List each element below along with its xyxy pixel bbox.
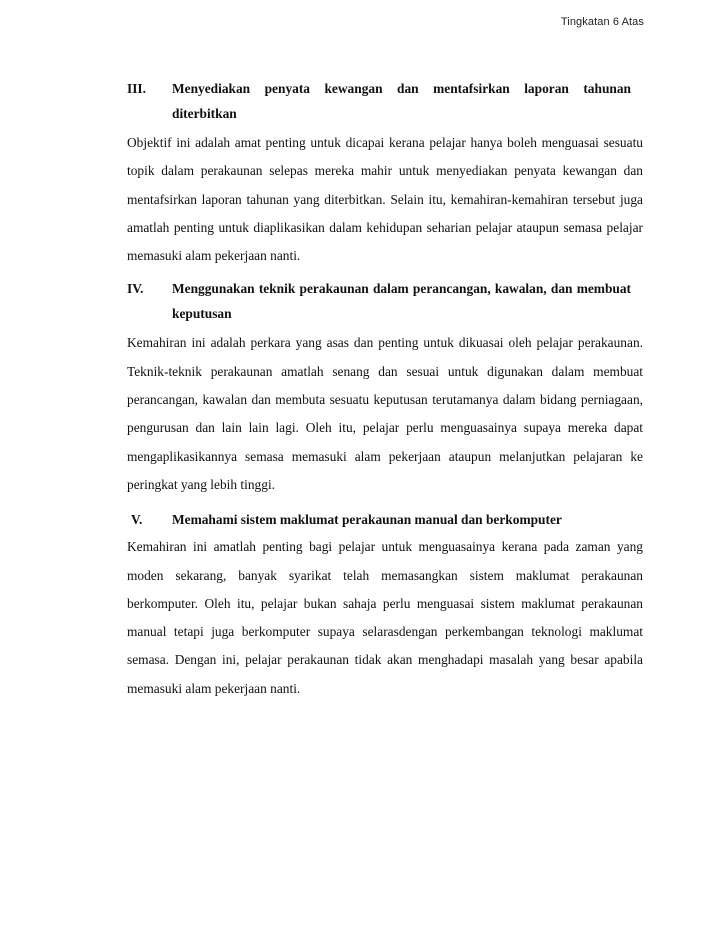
section-heading bbox=[127, 507, 643, 532]
section-iii bbox=[127, 76, 643, 270]
section-v bbox=[127, 507, 643, 703]
section-title: Menggunakan teknik perakaunan dalam perancangan, kawalan, dan membuat keputusan bbox=[172, 281, 631, 322]
section-number: IV. bbox=[127, 281, 144, 297]
section-body: Kemahiran ini amatlah penting bagi pelajar untuk menguasainya kerana pada zaman yang moden sekarang, banyak syarikat telah memasangkan sistem maklumat perakaunan berkomputer. Oleh itu, pelajar bukan sahaja perlu menguasai sistem maklumat perakaunan manual tetapi juga berkomputer supaya selarasdengan perkembangan teknologi maklumat semasa. Dengan ini, pelajar perakaunan tidak akan menghadapi masalah yang besar apabila memasuki alam pekerjaan nanti. bbox=[127, 539, 643, 696]
section-body: Objektif ini adalah amat penting untuk dicapai kerana pelajar hanya boleh menguasai sesuatu topik dalam perakaunan selepas mereka mahir untuk menyediakan penyata kewangan dan mentafsirkan laporan tahunan yang diterbitkan. Selain itu, kemahiran-kemahiran tersebut juga amatlah penting untuk diaplikasikan dalam kehidupan seharian pelajar ataupun semasa pelajar memasuki alam pekerjaan nanti. bbox=[127, 135, 643, 264]
section-title: Memahami sistem maklumat perakaunan manual dan berkomputer bbox=[172, 512, 562, 528]
page-header: Tingkatan 6 Atas bbox=[560, 16, 644, 28]
section-iv bbox=[127, 276, 643, 499]
section-number: III. bbox=[127, 81, 146, 96]
document-content bbox=[127, 76, 643, 703]
section-title: Menyediakan penyata kewangan dan mentafsirkan laporan tahunan diterbitkan bbox=[172, 81, 631, 121]
section-body: Kemahiran ini adalah perkara yang asas dan penting untuk dikuasai oleh pelajar perakaunan. Teknik-teknik perakaunan amatlah senang dan sesuai untuk digunakan dalam membuat perancangan, kawalan dan membuta sesuatu keputusan terutamanya dalam bidang perniagaan, pengurusan dan lain lain lagi. Oleh itu, pelajar perlu menguasainya supaya mereka dapat mengaplikasikannya semasa memasuki alam pekerjaan ataupun melanjutkan pelajaran ke peringkat yang lebih tinggi. bbox=[127, 335, 643, 492]
section-heading bbox=[127, 76, 643, 126]
section-heading bbox=[127, 276, 643, 326]
section-number: V. bbox=[131, 512, 143, 528]
